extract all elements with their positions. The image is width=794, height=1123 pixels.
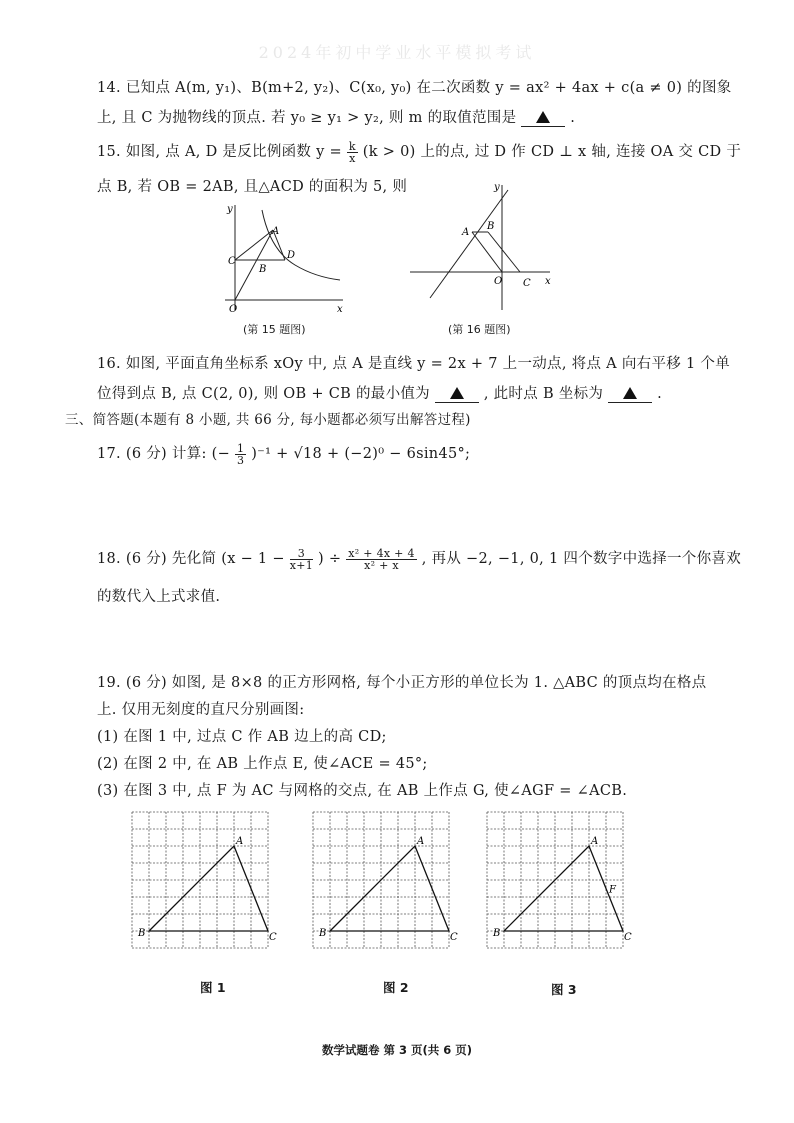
q19-sub1: (1) 在图 1 中, 过点 C 作 AB 边上的高 CD; — [97, 729, 387, 745]
frac-num: k — [348, 139, 356, 153]
triangle-abc — [504, 846, 623, 931]
label-b: B — [259, 264, 267, 275]
grid-1-caption: 图 1 — [200, 980, 226, 995]
q14-line1: 14. 已知点 A(m, y₁)、B(m+2, y₂)、C(x₀, y₀) 在二次函数 y = ax² + 4ax + c(a ≠ 0) 的图象 — [97, 80, 732, 96]
page-footer: 数学试题卷 第 3 页(共 6 页) — [321, 1043, 473, 1057]
triangle-icon — [450, 387, 464, 399]
figure-15 — [225, 200, 355, 320]
q19-sub3: (3) 在图 3 中, 点 F 为 AC 与网格的交点, 在 AB 上作点 G, 使∠AGF = ∠ACB. — [97, 783, 628, 799]
q18-fraction-1 — [290, 548, 313, 571]
q19-line1: 19. (6 分) 如图, 是 8×8 的正方形网格, 每个小正方形的单位长为 1. △ABC 的顶点均在格点 — [97, 675, 707, 691]
q18-text-a: 18. (6 分) 先化简 (x − 1 − — [97, 551, 285, 567]
q15-fraction — [347, 141, 358, 164]
triangle-icon — [623, 387, 637, 399]
label-b: B — [319, 928, 327, 939]
triangle-icon — [536, 111, 550, 123]
label-x: x — [337, 304, 343, 315]
q14-line2-end: . — [570, 110, 576, 126]
label-a: A — [236, 836, 244, 847]
label-c: C — [228, 256, 236, 267]
q15-line1 — [97, 140, 741, 164]
label-f: F — [609, 884, 616, 896]
grid-figure-3 — [487, 812, 643, 968]
q16-line2-text: 位得到点 B, 点 C(2, 0), 则 OB + CB 的最小值为 — [97, 386, 430, 402]
line-bc — [488, 232, 520, 272]
frac-den: x — [349, 151, 356, 165]
frac-num: x² + 4x + 4 — [348, 546, 415, 560]
label-d: D — [287, 250, 296, 261]
label-o: O — [229, 304, 238, 315]
label-a: A — [272, 226, 280, 237]
line-oa — [235, 230, 273, 300]
frac-den: x+1 — [289, 558, 314, 572]
grid-figure-2 — [313, 812, 469, 968]
label-b: B — [487, 221, 495, 232]
q18-line1 — [97, 547, 741, 571]
q15-text-a: 15. 如图, 点 A, D 是反比例函数 y = — [97, 144, 342, 160]
label-c: C — [523, 278, 531, 289]
line-ca — [235, 230, 273, 260]
frac-den: 3 — [236, 453, 245, 467]
grid-2-caption: 图 2 — [383, 980, 409, 995]
q15-line2: 点 B, 若 OB = 2AB, 且△ACD 的面积为 5, 则 — [97, 179, 408, 195]
label-a: A — [462, 227, 470, 238]
q16-line2-end: . — [657, 386, 662, 402]
q19-line2: 上. 仅用无刻度的直尺分别画图: — [97, 702, 305, 718]
line-ao — [472, 232, 502, 272]
label-a: A — [591, 836, 599, 847]
triangle-abc — [330, 846, 449, 931]
label-a: A — [417, 836, 425, 847]
q16-line2-mid: , 此时点 B 坐标为 — [483, 386, 604, 402]
q18-text-mid: ) ÷ — [318, 551, 342, 567]
q18-line2: 的数代入上式求值. — [97, 589, 221, 605]
q15-text-b: (k > 0) 上的点, 过 D 作 CD ⊥ x 轴, 连接 OA 交 CD 于 — [362, 144, 742, 160]
q17-text-a: 17. (6 分) 计算: (− — [97, 446, 231, 462]
label-b: B — [493, 928, 501, 939]
q17-fraction — [235, 443, 246, 466]
q19-sub2: (2) 在图 2 中, 在 AB 上作点 E, 使∠ACE = 45°; — [97, 756, 428, 772]
frac-den: x² + x — [364, 558, 399, 572]
q14-line2 — [97, 106, 575, 127]
q17-line — [97, 442, 470, 466]
grid-figure-1 — [132, 812, 288, 968]
frac-num: 1 — [236, 441, 245, 455]
fig16-caption: (第 16 题图) — [448, 323, 511, 336]
label-o: O — [494, 276, 503, 287]
q16-answer-blank-1 — [435, 386, 479, 403]
label-y: y — [494, 182, 500, 193]
q18-text-b: , 再从 −2, −1, 0, 1 四个数字中选择一个你喜欢 — [421, 551, 742, 567]
q14-answer-blank — [521, 110, 565, 127]
faded-header: 2024年初中学业水平模拟考试 — [258, 43, 536, 62]
q18-fraction-2 — [346, 548, 417, 571]
label-c: C — [624, 932, 632, 943]
label-c: C — [269, 932, 277, 943]
hyperbola-curve — [262, 210, 340, 280]
frac-num: 3 — [290, 548, 313, 560]
q17-text-b: )⁻¹ + √18 + (−2)⁰ − 6sin45°; — [251, 446, 471, 462]
label-c: C — [450, 932, 458, 943]
q16-answer-blank-2 — [608, 386, 652, 403]
section-3-title: 三、简答题(本题有 8 小题, 共 66 分, 每小题都必须写出解答过程) — [65, 412, 471, 428]
fig15-caption: (第 15 题图) — [243, 323, 306, 336]
label-b: B — [138, 928, 146, 939]
grid-3-caption: 图 3 — [551, 982, 577, 997]
q16-line1: 16. 如图, 平面直角坐标系 xOy 中, 点 A 是直线 y = 2x + 7 上一动点, 将点 A 向右平移 1 个单 — [97, 356, 730, 372]
figure-16 — [410, 180, 555, 315]
label-y: y — [227, 204, 233, 215]
q16-line2 — [97, 382, 662, 403]
q14-line2-text: 上, 且 C 为抛物线的顶点. 若 y₀ ≥ y₁ > y₂, 则 m 的取值范围是 — [97, 110, 517, 126]
triangle-abc — [149, 846, 268, 931]
label-x: x — [545, 276, 551, 287]
